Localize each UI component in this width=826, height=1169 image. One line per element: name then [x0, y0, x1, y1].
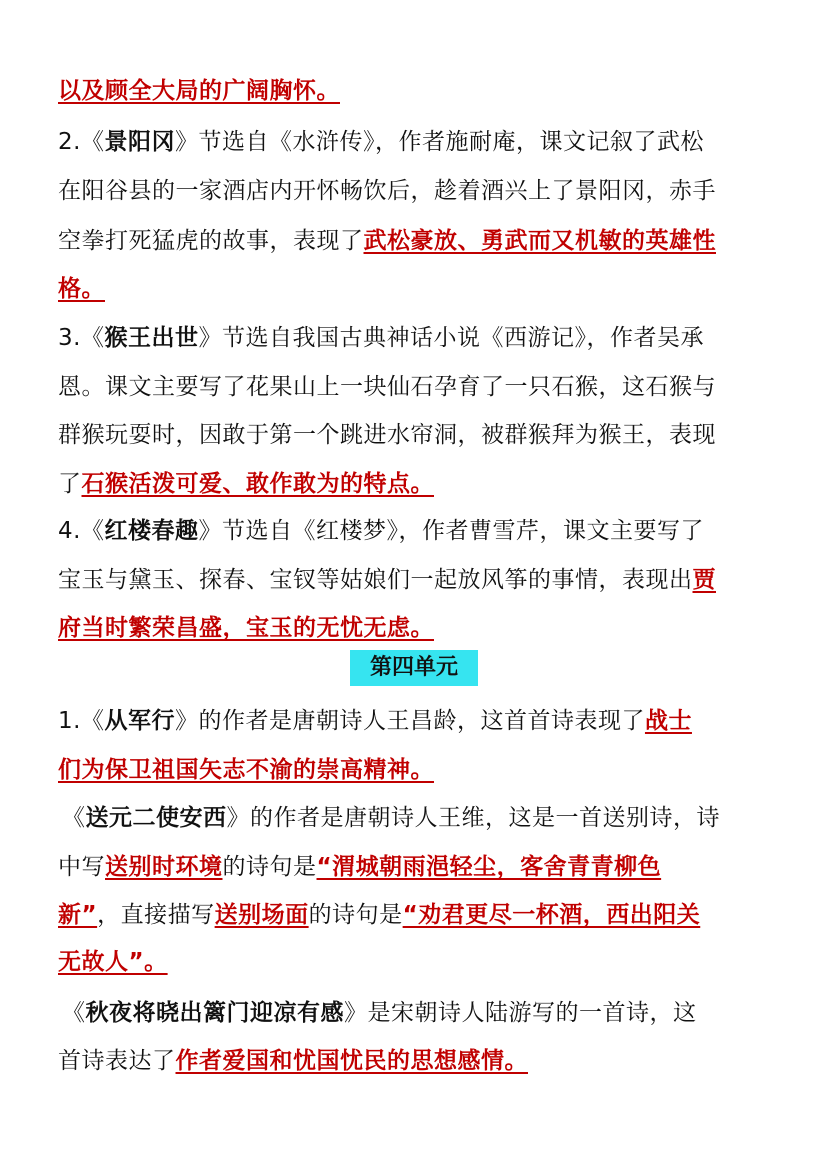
answer-text: 石猴活泼可爱、敢作敢为的特点。 [81, 471, 434, 497]
lesson-title: 猴王出世 [104, 325, 199, 351]
poem-title: 送元二使安西 [85, 805, 227, 831]
answer-text: “劝君更尽一杯酒，西出阳关 [402, 902, 701, 928]
text-line [58, 418, 774, 452]
body-text: 宝玉与黛玉、探春、宝钗等姑娘们一起放风筝的事情，表现出 [58, 567, 693, 593]
answer-text: 武松豪放、勇武而又机敏的英雄性 [363, 228, 716, 254]
answer-text: 送别时环境 [105, 854, 223, 880]
unit-heading: 第四单元 [350, 650, 478, 686]
text-line [58, 850, 774, 884]
text-line [58, 125, 774, 159]
answer-text: 作者爱国和忧国忧民的思想感情。 [175, 1048, 528, 1074]
answer-text: 战士 [644, 708, 692, 734]
text-line [58, 321, 774, 355]
body-text: 在阳谷县的一家酒店内开怀畅饮后，趁着酒兴上了景阳冈，赤手 [58, 178, 716, 204]
text-line [58, 1044, 774, 1078]
text-line [58, 272, 774, 306]
body-text: 中写 [58, 854, 105, 880]
body-text: 恩。课文主要写了花果山上一块仙石孕育了一只石猴，这石猴与 [58, 374, 716, 400]
answer-text: 们为保卫祖国矢志不渝的崇高精神。 [58, 757, 434, 783]
body-text: 空拳打死猛虎的故事，表现了 [58, 228, 364, 254]
lesson-title: 红楼春趣 [104, 518, 199, 544]
text-line [58, 514, 774, 548]
body-text: 》的作者是唐朝诗人王维，这是一首送别诗，诗 [226, 805, 720, 831]
text-line [58, 467, 774, 501]
text-line [58, 74, 774, 108]
body-text: 群猴玩耍时，因敢于第一个跳进水帘洞，被群猴拜为猴王，表现 [58, 422, 716, 448]
answer-text: 贾 [692, 567, 716, 593]
body-text: 的诗句是 [222, 854, 317, 880]
item-number: 3.《 [58, 325, 105, 351]
answer-text: 格。 [58, 276, 105, 302]
item-number: 1.《 [58, 708, 105, 734]
text-line [58, 945, 774, 979]
text-line [58, 704, 774, 738]
body-text: 《 [62, 805, 86, 831]
body-text: 《 [62, 1000, 86, 1026]
answer-text: “渭城朝雨浥轻尘，客舍青青柳色 [316, 854, 662, 880]
body-text: 》节选自《红楼梦》，作者曹雪芹，课文主要写了 [198, 518, 704, 544]
answer-text: 送别场面 [214, 902, 309, 928]
body-text: 》节选自我国古典神话小说《西游记》，作者吴承 [198, 325, 704, 351]
lesson-title: 景阳冈 [104, 129, 175, 155]
answer-text: 无故人”。 [58, 949, 168, 975]
body-text: 》是宋朝诗人陆游写的一首诗，这 [344, 1000, 697, 1026]
answer-text: 府当时繁荣昌盛，宝玉的无忧无虑。 [58, 615, 434, 641]
item-number: 4.《 [58, 518, 105, 544]
body-text: ，直接描写 [97, 902, 215, 928]
text-line [58, 753, 774, 787]
answer-text: 新” [58, 902, 98, 928]
text-line [62, 996, 778, 1030]
answer-text: 以及顾全大局的广阔胸怀。 [58, 78, 340, 104]
text-line [58, 370, 774, 404]
body-text: 首诗表达了 [58, 1048, 176, 1074]
text-line [58, 611, 774, 645]
body-text: 的诗句是 [308, 902, 403, 928]
text-line [58, 563, 774, 597]
text-line [58, 224, 774, 258]
body-text: 了 [58, 471, 82, 497]
poem-title: 从军行 [104, 708, 175, 734]
text-line [58, 174, 774, 208]
text-line [58, 898, 774, 932]
poem-title: 秋夜将晓出篱门迎凉有感 [85, 1000, 344, 1026]
body-text: 》的作者是唐朝诗人王昌龄，这首首诗表现了 [174, 708, 645, 734]
body-text: 》节选自《水浒传》，作者施耐庵，课文记叙了武松 [174, 129, 704, 155]
text-line [62, 801, 778, 835]
item-number: 2.《 [58, 129, 105, 155]
